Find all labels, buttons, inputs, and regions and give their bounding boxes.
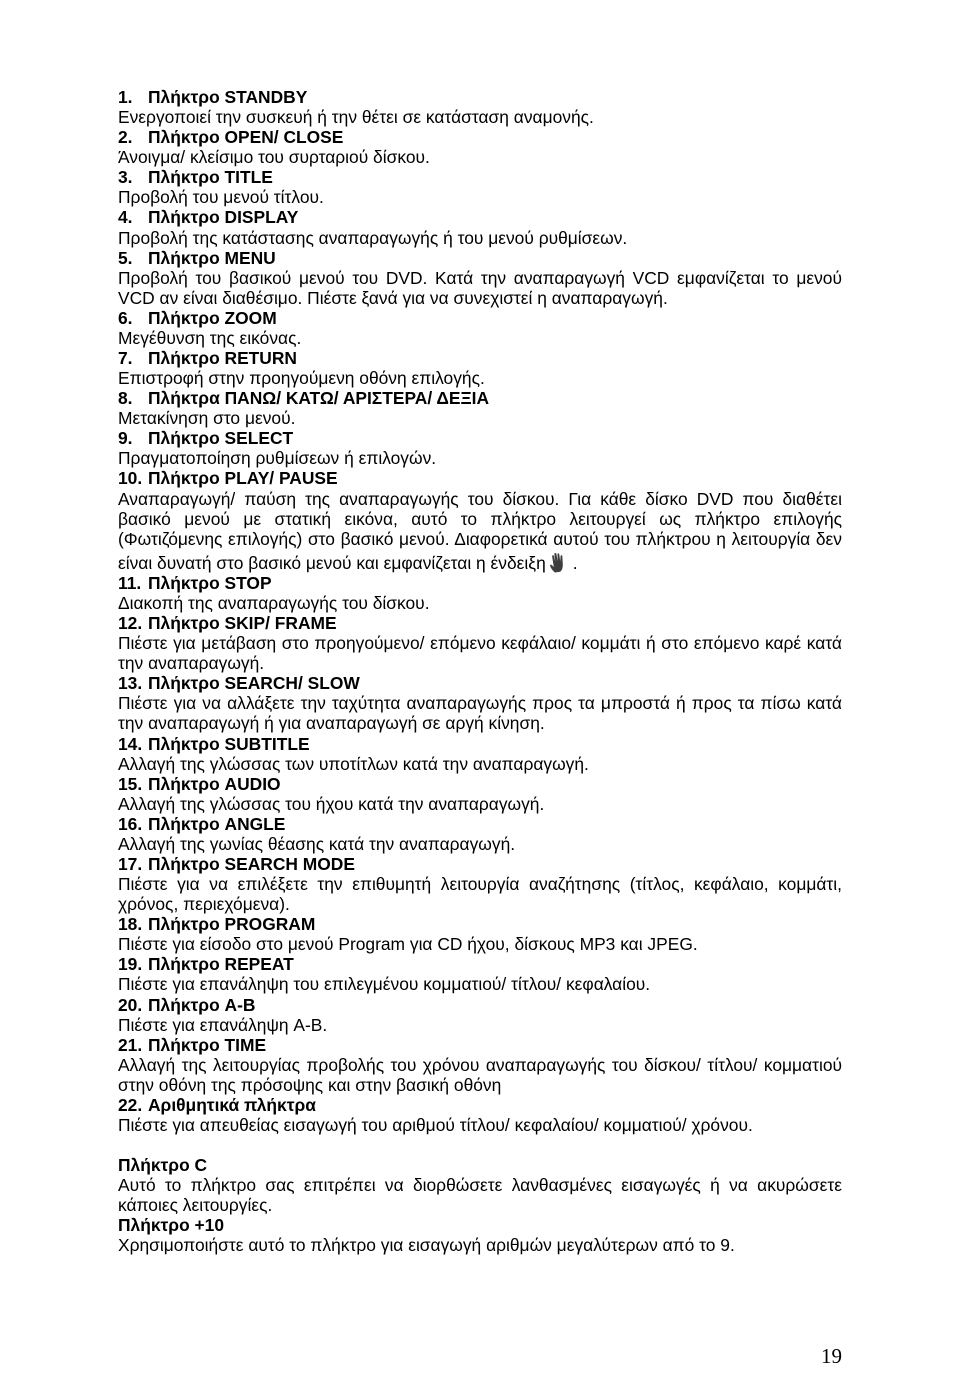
key-title: Πλήκτρο PROGRAM <box>148 914 316 935</box>
item-number: 19. <box>118 954 143 975</box>
item-number: 8. <box>118 388 133 409</box>
description-line <box>118 794 842 814</box>
key-title: Πλήκτρο SEARCH/ SLOW <box>148 673 360 694</box>
key-item <box>118 428 842 468</box>
description-text: Διακοπή της αναπαραγωγής του δίσκου. <box>118 592 430 613</box>
key-heading <box>118 248 842 268</box>
key-heading <box>118 613 842 633</box>
key-item <box>118 468 842 572</box>
description-text: Πιέστε για να αλλάξετε την ταχύτητα αναπαραγωγής προς τα μπροστά ή προς τα πίσω κατά <box>118 693 842 714</box>
description-text: Προβολή του μενού τίτλου. <box>118 187 324 208</box>
key-item <box>118 348 842 388</box>
description-text: Μεγέθυνση της εικόνας. <box>118 327 302 348</box>
description-line <box>118 693 842 713</box>
description-text: (Φωτιζόμενης επιλογής) στο βασικό μενού. Διαφορετικά αυτού του πλήκτρου η λειτουργία δεν <box>118 528 842 549</box>
description-text: Πιέστε για είσοδο στο μενού Program για CD ήχου, δίσκους MP3 και JPEG. <box>118 934 698 955</box>
description-line <box>118 489 842 509</box>
key-heading <box>118 673 842 693</box>
description-line <box>118 934 842 954</box>
description-line <box>118 328 842 348</box>
key-heading <box>118 348 842 368</box>
description-text: την αναπαραγωγή ή για αναπαραγωγή σε αργή κίνηση. <box>118 713 545 734</box>
key-item <box>118 774 842 814</box>
key-item <box>118 673 842 733</box>
key-item <box>118 207 842 247</box>
description-line <box>118 974 842 994</box>
key-item <box>118 248 842 308</box>
item-number: 4. <box>118 207 133 228</box>
item-number: 9. <box>118 428 133 449</box>
description-text: χρόνος, περιεχόμενα). <box>118 894 290 915</box>
description-line <box>118 633 842 653</box>
description-line <box>118 834 842 854</box>
key-title: Πλήκτρο STANDBY <box>148 87 308 107</box>
extra-key-item <box>118 1215 842 1255</box>
description-text: Αλλαγή της λειτουργίας προβολής του χρόνου αναπαραγωγής του δίσκου/ τίτλου/ κομματιού <box>118 1054 842 1075</box>
key-item <box>118 734 842 774</box>
description-text: Αλλαγή της γωνίας θέασης κατά την αναπαραγωγή. <box>118 833 516 854</box>
key-title: Πλήκτρα ΠΑΝΩ/ ΚΑΤΩ/ ΑΡΙΣΤΕΡΑ/ ΔΕΞΙΑ <box>148 388 490 409</box>
item-number: 15. <box>118 773 143 794</box>
key-title: Πλήκτρο MENU <box>148 247 276 268</box>
extra-keys <box>118 1155 842 1255</box>
description-line <box>118 448 842 468</box>
key-heading <box>118 87 842 107</box>
key-title: Πλήκτρο TIME <box>148 1034 267 1055</box>
key-heading <box>118 854 842 874</box>
key-title: Αριθμητικά πλήκτρα <box>148 1094 316 1115</box>
description-text: VCD αν είναι διαθέσιμο. Πιέστε ξανά για να συνεχιστεί η αναπαραγωγή. <box>118 287 668 308</box>
key-title: Πλήκτρο SUBTITLE <box>148 733 310 754</box>
key-item <box>118 814 842 854</box>
description-line <box>118 288 842 308</box>
key-title: Πλήκτρο +10 <box>118 1215 225 1236</box>
description-line <box>118 107 842 127</box>
description-line <box>118 1015 842 1035</box>
description-line <box>118 368 842 388</box>
key-item <box>118 995 842 1035</box>
key-item <box>118 87 842 127</box>
key-item <box>118 1035 842 1095</box>
description-text: Πιέστε για μετάβαση στο προηγούμενο/ επόμενο κεφάλαιο/ κομμάτι ή στο επόμενο καρέ κατά <box>118 633 842 654</box>
key-title: Πλήκτρο AUDIO <box>148 773 281 794</box>
item-number: 18. <box>118 914 143 935</box>
description-line <box>118 529 842 549</box>
description-line <box>118 653 842 673</box>
description-line <box>118 408 842 428</box>
extra-key-heading <box>118 1155 842 1175</box>
key-heading <box>118 1095 842 1115</box>
item-number: 16. <box>118 813 143 834</box>
key-heading <box>118 428 842 448</box>
description-text: Επιστροφή στην προηγούμενη οθόνη επιλογής. <box>118 368 485 389</box>
key-title: Πλήκτρο ANGLE <box>148 813 286 834</box>
key-title: Πλήκτρο C <box>118 1155 208 1176</box>
key-item <box>118 854 842 914</box>
item-number: 10. <box>118 468 143 489</box>
item-number: 12. <box>118 613 143 634</box>
item-number: 17. <box>118 853 143 874</box>
key-heading <box>118 388 842 408</box>
key-heading <box>118 734 842 754</box>
description-line <box>118 228 842 248</box>
key-heading <box>118 814 842 834</box>
item-number: 13. <box>118 673 143 694</box>
key-item <box>118 388 842 428</box>
key-item <box>118 914 842 954</box>
description-text: Άνοιγμα/ κλείσιμο του συρταριού δίσκου. <box>118 147 430 168</box>
key-title: Πλήκτρο PLAY/ PAUSE <box>148 468 338 489</box>
description-text: Προβολή του βασικού μενού του DVD. Κατά την αναπαραγωγή VCD εμφανίζεται το μενού <box>118 267 842 288</box>
extra-key-heading <box>118 1215 842 1235</box>
description-line <box>118 1195 842 1215</box>
key-list <box>118 87 842 1135</box>
description-line <box>118 1055 842 1075</box>
description-text: κάποιες λειτουργίες. <box>118 1195 273 1216</box>
description-text: Αναπαραγωγή/ παύση της αναπαραγωγής του δίσκου. Για κάθε δίσκο DVD που διαθέτει <box>118 488 842 509</box>
extra-key-item <box>118 1155 842 1215</box>
description-line <box>118 268 842 288</box>
description-text: Πιέστε για επανάληψη A-B. <box>118 1014 328 1035</box>
description-text: Πιέστε για επανάληψη του επιλεγμένου κομματιού/ τίτλου/ κεφαλαίου. <box>118 974 651 995</box>
key-title: Πλήκτρο STOP <box>148 572 272 593</box>
key-heading <box>118 308 842 328</box>
item-number: 21. <box>118 1034 143 1055</box>
key-title: Πλήκτρο SELECT <box>148 428 294 449</box>
key-title: Πλήκτρο RETURN <box>148 348 297 369</box>
description-text: Αλλαγή της γλώσσας των υποτίτλων κατά την αναπαραγωγή. <box>118 753 589 774</box>
key-title: Πλήκτρο A-B <box>148 994 256 1015</box>
document-body <box>118 87 842 1256</box>
description-line <box>118 187 842 207</box>
key-title: Πλήκτρο REPEAT <box>148 954 294 975</box>
description-text: Πραγματοποίηση ρυθμίσεων ή επιλογών. <box>118 448 437 469</box>
key-item <box>118 954 842 994</box>
item-number: 14. <box>118 733 143 754</box>
description-text: Χρησιμοποιήστε αυτό το πλήκτρο για εισαγωγή αριθμών μεγαλύτερων από το 9. <box>118 1235 735 1256</box>
item-number: 5. <box>118 247 133 268</box>
description-line <box>118 593 842 613</box>
description-text: Ενεργοποιεί την συσκευή ή την θέτει σε κατάσταση αναμονής. <box>118 107 594 128</box>
key-heading <box>118 167 842 187</box>
key-title: Πλήκτρο SEARCH MODE <box>148 853 355 874</box>
item-number: 22. <box>118 1094 143 1115</box>
hand-icon <box>548 568 573 569</box>
description-text: Αυτό το πλήκτρο σας επιτρέπει να διορθώσετε λανθασμένες εισαγωγές ή να ακυρώσετε <box>118 1175 842 1196</box>
description-text: Μετακίνηση στο μενού. <box>118 408 296 429</box>
description-text: Προβολή της κατάστασης αναπαραγωγής ή του μενού ρυθμίσεων. <box>118 227 628 248</box>
key-item <box>118 167 842 207</box>
description-line <box>118 874 842 894</box>
description-line <box>118 713 842 733</box>
description-text: βασικό μενού με στατική εικόνα, αυτό το πλήκτρο λειτουργεί ως πλήκτρο επιλογής <box>118 508 842 529</box>
page-number: 19 <box>821 1344 842 1368</box>
description-line <box>118 894 842 914</box>
item-number: 11. <box>118 572 142 593</box>
description-text: Πιέστε για απευθείας εισαγωγή του αριθμού τίτλου/ κεφαλαίου/ κομματιού/ χρόνου. <box>118 1114 753 1135</box>
description-text: Αλλαγή της γλώσσας του ήχου κατά την αναπαραγωγή. <box>118 793 545 814</box>
description-line <box>118 147 842 167</box>
description-line <box>118 754 842 774</box>
key-heading <box>118 1035 842 1055</box>
description-text: Πιέστε για να επιλέξετε την επιθυμητή λειτουργία αναζήτησης (τίτλος, κεφάλαιο, κομμάτι, <box>118 874 842 895</box>
item-number: 6. <box>118 307 133 328</box>
item-number: 3. <box>118 167 133 188</box>
key-item <box>118 613 842 673</box>
key-heading <box>118 127 842 147</box>
key-heading <box>118 573 842 593</box>
key-title: Πλήκτρο SKIP/ FRAME <box>148 613 337 634</box>
description-text-end: . <box>572 552 578 573</box>
key-item <box>118 1095 842 1135</box>
description-line <box>118 509 842 529</box>
key-heading <box>118 468 842 488</box>
description-text: την αναπαραγωγή. <box>118 653 265 674</box>
description-line <box>118 1115 842 1135</box>
key-heading <box>118 995 842 1015</box>
description-line <box>118 1235 842 1255</box>
key-heading <box>118 954 842 974</box>
item-number: 7. <box>118 348 133 369</box>
description-text: στην οθόνη της πρόσοψης και στην βασική οθόνη <box>118 1074 502 1095</box>
key-item <box>118 573 842 613</box>
key-title: Πλήκτρο ZOOM <box>148 307 277 328</box>
key-item <box>118 127 842 167</box>
key-title: Πλήκτρο DISPLAY <box>148 207 299 228</box>
description-line <box>118 1075 842 1095</box>
item-number: 2. <box>118 127 133 148</box>
key-title: Πλήκτρο TITLE <box>148 167 273 188</box>
key-title: Πλήκτρο OPEN/ CLOSE <box>148 127 344 148</box>
description-line <box>118 1175 842 1195</box>
key-heading <box>118 207 842 227</box>
description-line <box>118 549 842 573</box>
item-number: 20. <box>118 994 143 1015</box>
key-heading <box>118 914 842 934</box>
key-heading <box>118 774 842 794</box>
key-item <box>118 308 842 348</box>
item-number: 1. <box>118 87 133 107</box>
description-text: είναι δυνατή στο βασικό μενού και εμφανίζεται η ένδειξη <box>118 552 546 573</box>
